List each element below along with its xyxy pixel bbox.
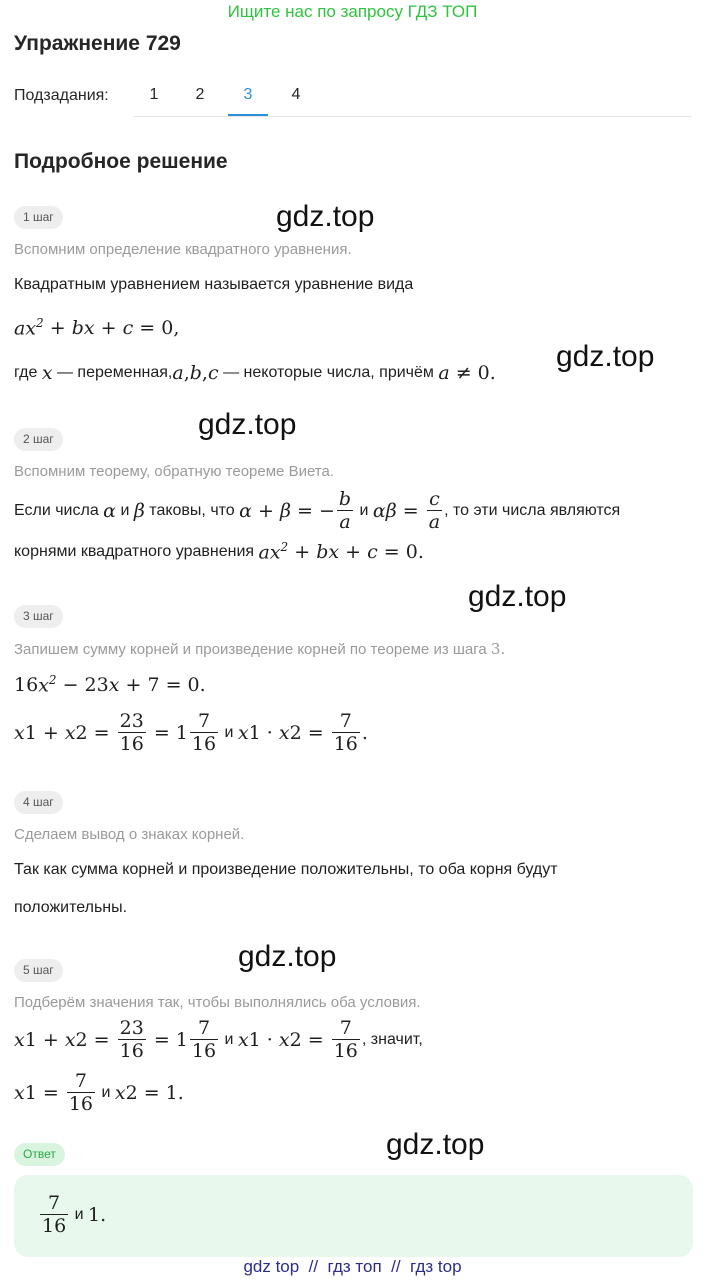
text-fragment: корнями квадратного уравнения <box>14 542 255 560</box>
watermark: gdz.top <box>276 200 375 233</box>
step-text: положительны. <box>14 899 128 916</box>
text-fragment: 3. <box>490 640 506 658</box>
step-hint: Вспомним теорему, обратную теореме Виета. <box>14 463 335 480</box>
text-fragment: где <box>14 364 38 381</box>
tab-subtask-4[interactable]: 4 <box>291 86 301 103</box>
step-hint <box>14 640 505 658</box>
text-fragment: и <box>74 1205 84 1223</box>
step-badge: 3 шаг <box>14 605 63 628</box>
watermark: gdz.top <box>386 1128 485 1161</box>
step-text: Если числа α и β таковы, что α + β = − $\frac{b}{a}$ и αβ = $\frac{c}{a}$ , то эти числа являются <box>14 488 621 533</box>
text-fragment: — некоторые числа, причём <box>223 364 434 381</box>
text-fragment: , значит, <box>361 1030 423 1048</box>
subtasks-label: Подзадания: <box>14 87 109 104</box>
answer-badge: Ответ <box>14 1143 65 1166</box>
text-fragment: и <box>120 501 130 519</box>
step-hint: Сделаем вывод о знаках корней. <box>14 826 245 843</box>
footer-links: gdz top // гдз топ // гдз top <box>243 1257 462 1276</box>
step-hint: Вспомним определение квадратного уравнения. <box>14 241 352 258</box>
subtasks-tabs <box>134 72 692 117</box>
formula-roots: x 1 = $\frac{7}{16}$ и x 2 = 1. <box>14 1070 184 1115</box>
step-hint: Подберём значения так, чтобы выполнялись оба условия. <box>14 994 421 1011</box>
formula-quadratic: $ax^2$ + bx + c = 0, <box>14 316 180 340</box>
step-text: Так как сумма корней и произведение положительны, то оба корня будут <box>14 861 558 878</box>
section-title: Подробное решение <box>14 150 228 173</box>
text-fragment: Запишем сумму корней и произведение корней по теореме из шага <box>14 640 487 658</box>
text-fragment: — переменная, <box>56 364 173 381</box>
text-fragment: таковы, что <box>149 501 235 519</box>
watermark: gdz.top <box>468 580 567 613</box>
promo-banner: Ищите нас по запросу ГДЗ ТОП <box>227 2 478 21</box>
formula-vieta: x 1 + x 2 = $\frac{23}{16}$ = 1 $\frac{7}{16}$ и x 1 · x 2 = $\frac{7}{16}$ , значит, <box>14 1017 423 1062</box>
step-badge: 5 шаг <box>14 959 63 982</box>
step-text: Квадратным уравнением называется уравнение вида <box>14 276 414 293</box>
answer-value: $\frac{7}{16}$ и 1. <box>42 1192 107 1237</box>
formula-vieta: x 1 + x 2 = $\frac{23}{16}$ = 1 $\frac{7}{16}$ и x 1 · x 2 = $\frac{7}{16}$ . <box>14 710 368 755</box>
watermark: gdz.top <box>198 408 297 441</box>
step-badge: 4 шаг <box>14 791 63 814</box>
step-text: где x — переменная, a , b , c — некоторые числа, причём a ≠ 0. <box>14 362 496 384</box>
formula-equation: 16 $x^2$ − 23 x + 7 = 0. <box>14 673 206 697</box>
step-badge: 1 шаг <box>14 206 63 229</box>
text-fragment: Если числа <box>14 501 99 519</box>
watermark: gdz.top <box>556 340 655 373</box>
answer-box <box>14 1175 693 1257</box>
tab-subtask-2[interactable]: 2 <box>195 86 205 103</box>
text-fragment: и <box>101 1083 111 1101</box>
text-fragment: и <box>224 723 234 741</box>
tab-subtask-1[interactable]: 1 <box>149 86 159 103</box>
step-badge: 2 шаг <box>14 428 63 451</box>
tab-subtask-3[interactable]: 3 <box>228 72 268 116</box>
text-fragment: и <box>359 501 369 519</box>
page-title: Упражнение 729 <box>14 32 181 55</box>
watermark: gdz.top <box>238 940 337 973</box>
text-fragment: , то эти числа являются <box>444 501 621 519</box>
step-text: корнями квадратного уравнения $ax^2$ + bx + c = 0. <box>14 540 424 564</box>
text-fragment: и <box>224 1030 234 1048</box>
